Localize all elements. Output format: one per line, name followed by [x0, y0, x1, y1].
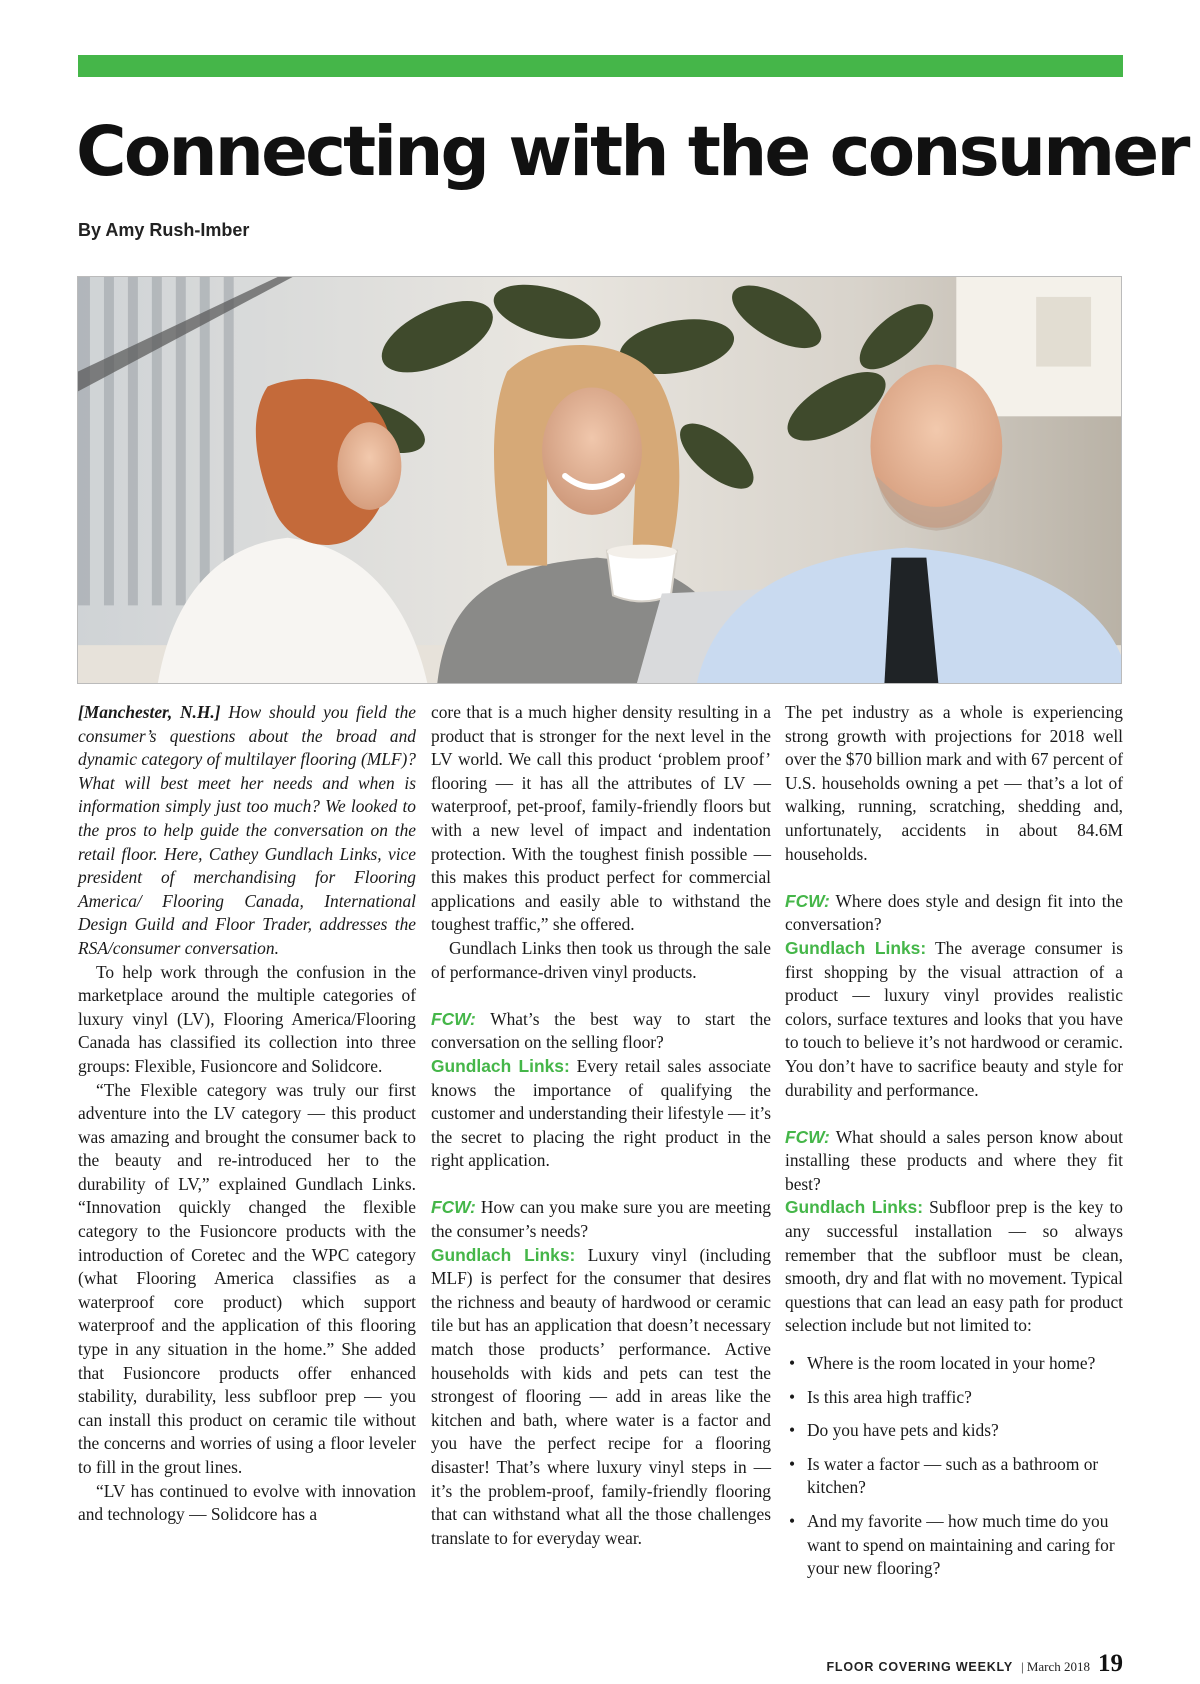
green-header-bar — [78, 55, 1123, 77]
photo-illustration — [78, 277, 1121, 683]
question-text: Where does style and design fit into the conversation? — [785, 890, 1123, 935]
list-item: • Is water a factor — such as a bathroom or kitchen? — [785, 1453, 1123, 1500]
article-column-1 — [78, 701, 416, 1527]
question — [785, 1126, 1123, 1197]
body-paragraph: core that is a much higher density resulting in a product that is stronger for the next level in the LV world. We call this product ‘problem proof’ flooring — it has all the attributes of LV — waterproof, pet-proof, family-friendly floors but with a new level of impact and indentation protection. With the toughest finish possible — this makes this product perfect for commercial applications and easily able to withstand the toughest traffic,” she offered. — [431, 702, 771, 935]
answer-label: Gundlach Links: — [431, 1244, 576, 1265]
body-paragraph: “The Flexible category was truly our first adventure into the LV category — this product was amazing and brought the consumer back to the beauty and re-introduced her to the durability of LV,” explained Gundlach Links. “Innovation quickly changed the flexible category to the Fusioncore products with the introduction of Coretec and the WPC category (what Flooring America classifies as a waterproof core product) which support waterproof and the application of this flooring type in any situation in the home.” She added that Fusioncore products offer enhanced stability, durability, less subfloor prep — you can install this product on ceramic tile without the concerns and worries of using a floor leveler to fill in the grout lines. — [78, 1079, 416, 1477]
question-label: FCW: — [785, 890, 830, 911]
issue-date: | March 2018 — [1020, 1659, 1090, 1674]
publication-name: FLOOR COVERING WEEKLY — [826, 1660, 1013, 1674]
list-item: • Is this area high traffic? — [785, 1386, 1123, 1410]
article-headline: Connecting with the consumer — [76, 112, 1188, 192]
question-text: What should a sales person know about installing these products and where they fit best? — [785, 1126, 1123, 1194]
question-label: FCW: — [785, 1126, 830, 1147]
answer-text: Every retail sales associate knows the importance of qualifying the customer and understanding their lifestyle — it’s the secret to placing the right product in the right application. — [431, 1055, 772, 1171]
body-paragraph: The pet industry as a whole is experiencing strong growth with projections for 2018 well over the $70 billion mark and with 67 percent of U.S. households owning a pet — that’s a lot of walking, running, scratching, shedding and, unfortunately, accidents in about 84.6M households. — [785, 702, 1123, 864]
page-number: 19 — [1098, 1650, 1123, 1677]
answer-label: Gundlach Links: — [431, 1055, 570, 1076]
answer — [431, 1244, 771, 1551]
answer — [785, 937, 1123, 1102]
answer — [785, 1196, 1123, 1338]
list-item: • Where is the room located in your home? — [785, 1352, 1123, 1376]
question — [431, 1196, 771, 1243]
question-list — [785, 1352, 1123, 1581]
question — [785, 890, 1123, 937]
list-item: • Do you have pets and kids? — [785, 1419, 1123, 1443]
question — [431, 1008, 771, 1055]
question-text: How can you make sure you are meeting the consumer’s needs? — [431, 1197, 771, 1242]
answer-text: Subfloor prep is the key to any successful installation — so always remember that the subfloor must be clean, smooth, dry and flat with no movement. Typical questions that can lead an easy path for product selection include but not limited to: — [785, 1197, 1123, 1336]
article-column-2 — [431, 701, 771, 1550]
body-paragraph: Gundlach Links then took us through the sale of performance-driven vinyl products. — [431, 937, 771, 982]
article-photo — [77, 276, 1122, 684]
intro-text: How should you field the consumer’s questions about the broad and dynamic category of multilayer flooring (MLF)? What will best meet her needs and when is information simply just too much? We looked to the pros to help guide the conversation on the retail floor. Here, Cathey Gundlach Links, vice president of merchandising for Flooring America/ Flooring Canada, International Design Guild and Floor Trader, addresses the RSA/consumer conversation. — [78, 702, 416, 958]
dateline: [Manchester, N.H.] — [78, 702, 221, 722]
article-byline: By Amy Rush-Imber — [78, 220, 250, 240]
answer-text: Luxury vinyl (including MLF) is perfect for the consumer that desires the richness and beauty of hardwood or ceramic tile but has an application that doesn’t necessary match those products’ performance. Active households with kids and pets can test the strongest of flooring — add in areas like the kitchen and bath, where water is a factor and you have the perfect recipe for a flooring disaster! That’s where luxury vinyl steps in — it’s the problem-proof, family-friendly flooring that can withstand what all the those challenges translate to for everyday wear. — [431, 1244, 771, 1548]
body-paragraph: “LV has continued to evolve with innovation and technology — Solidcore has a — [78, 1480, 416, 1525]
answer-label: Gundlach Links: — [785, 937, 927, 958]
list-item: • And my favorite — how much time do you want to spend on maintaining and caring for your new flooring? — [785, 1510, 1123, 1581]
page-footer — [826, 1650, 1123, 1678]
article-column-3 — [785, 701, 1123, 1591]
answer-text: The average consumer is first shopping by the visual attraction of a product — luxury vinyl provides realistic colors, surface textures and looks that you have to touch to believe it’s not hardwood or ceramic. You don’t have to sacrifice beauty and style for durability and performance. — [785, 937, 1123, 1100]
question-label: FCW: — [431, 1008, 476, 1029]
question-text: What’s the best way to start the conversation on the selling floor? — [431, 1008, 771, 1053]
answer-label: Gundlach Links: — [785, 1197, 924, 1218]
intro-paragraph — [78, 701, 416, 961]
answer — [431, 1055, 771, 1173]
question-label: FCW: — [431, 1197, 476, 1218]
body-paragraph: To help work through the confusion in the marketplace around the multiple categories of luxury vinyl (LV), Flooring America/Flooring Canada has classified its collection into three groups: Flexible, Fusioncore and Solidcore. — [78, 961, 416, 1076]
